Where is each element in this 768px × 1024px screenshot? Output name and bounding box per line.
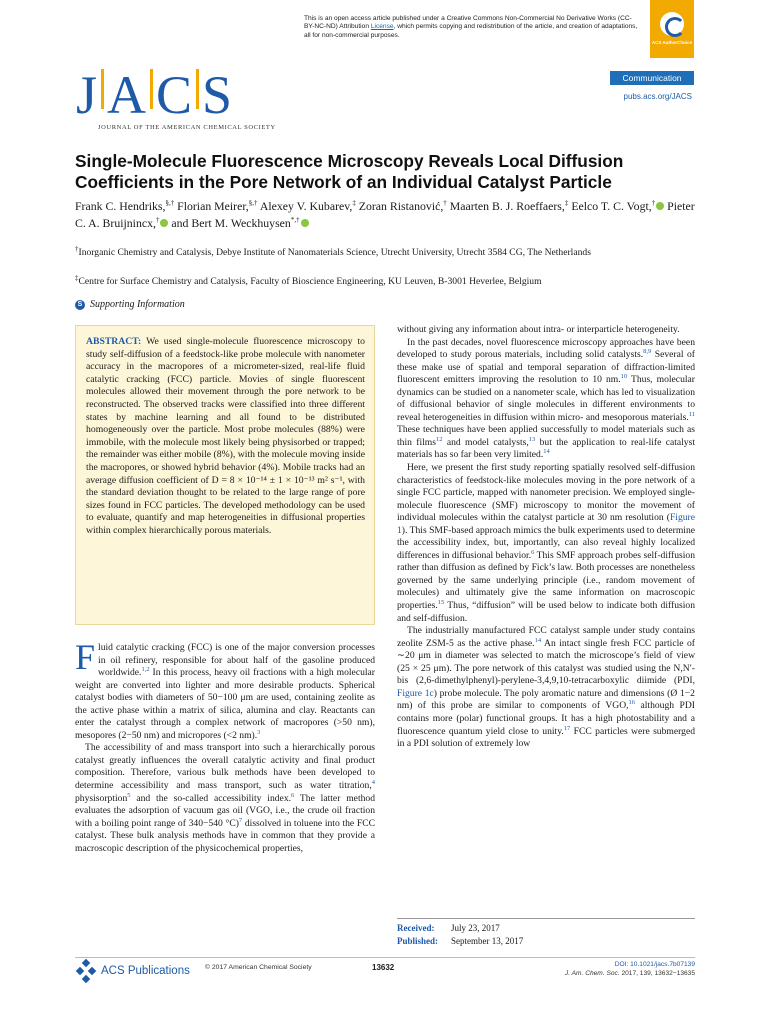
author-affiliation-mark: §,† [165, 199, 175, 208]
journal-full-name: JOURNAL OF THE AMERICAN CHEMICAL SOCIETY [98, 124, 276, 131]
abstract-text: We used single-molecule fluorescence microscopy to study self-diffusion of a feedstock-like probe molecule with nanometer accuracy in the macropores of a micrometer-sized, real-life fluid catalytic cracking (FCC) particle. Movies of single fluorescent molecules allowed their movement through the pore network to be reconstructed. The observed tracks were classified into three different states by machine learning and all found to be distributed homogeneously over the particle. Most probe molecules (88%) were immobile, with the molecule most likely being physisorbed or trapped; the remainder was either mobile (8%), with the molecule moving inside the macropores, or showed hybrid behavior (4%). Mobile tracks had an average diffusion coefficient of D = 8 × 10⁻¹⁴ ± 1 × 10⁻¹³ m² s⁻¹, with the standard deviation thought to be related to the large range of pore sizes found in FCC particles. The developed methodology can be used to evaluate, quantify and map heterogeneities in diffusional properties within complex hierarchically porous materials. [86, 336, 365, 536]
reference-link[interactable]: 17 [563, 724, 571, 732]
body-right-column [397, 324, 695, 751]
author-affiliation-mark: ‡ [352, 199, 356, 208]
author-name[interactable]: Pieter C. A. Bruijnincx, [75, 199, 695, 230]
dates-divider [397, 918, 695, 919]
author-affiliation-mark: † [651, 199, 656, 208]
affiliation-2: ‡Centre for Surface Chemistry and Catalysis, Faculty of Bioscience Engineering, KU Leuven, B-3001 Heverlee, Belgium [75, 273, 542, 287]
reference-link[interactable]: 16 [628, 699, 636, 707]
abstract-label: ABSTRACT: [86, 336, 142, 347]
doi-citation: DOI: 10.1021/jacs.7b07139 J. Am. Chem. Soc. 2017, 139, 13632−13635 [564, 961, 695, 977]
footer-divider [75, 957, 695, 958]
author-name[interactable]: Maarten B. J. Roeffaers, [449, 199, 565, 213]
logo-letter-j: J [76, 65, 99, 125]
logo-letter-a: A [107, 65, 148, 125]
author-name[interactable]: Florian Meirer, [177, 199, 249, 213]
reference-link[interactable]: 6 [531, 548, 535, 556]
reference-link[interactable]: 5 [127, 791, 131, 799]
author-name[interactable]: Frank C. Hendriks, [75, 199, 166, 213]
acs-hexagon-icon [75, 960, 97, 982]
body-left-column [75, 637, 375, 855]
page-number: 13632 [372, 963, 395, 972]
orcid-icon[interactable] [301, 219, 309, 227]
badge-text: ACS AuthorChoice [651, 40, 693, 45]
reference-link[interactable]: 15 [437, 598, 445, 606]
copyright: © 2017 American Chemical Society [205, 964, 312, 971]
open-access-icon [660, 12, 684, 36]
reference-link[interactable]: 7 [238, 816, 243, 824]
paragraph: Here, we present the first study reporting spatially resolved self-diffusion characteristics of feedstock-like molecules moving in the pore network of a single FCC particle, mapped with nanometer precision. We employed single-molecule fluorescence (SMF) microscopy to monitor the movement of individual molecules within the catalyst particle at 30 nm resolution (Figure 1). This SMF-based approach mimics the bulk experiments used to determine the accessibility index, but, importantly, can also reveal highly localized differences in diffusional behavior.$^6$ This SMF approach probes self-diffusion rather than diffusion as defined by Fick’s law. Both processes are nonetheless governed by the same underlying principle (i.e., random movement of molecules) and ultimately give the same information on macroscopic properties.$^{15}$ Thus, “diffusion” will be used below to indicate both diffusion and self-diffusion. [397, 462, 695, 624]
paragraph: without giving any information about intra- or interparticle heterogeneity. [397, 324, 680, 335]
orcid-icon[interactable] [656, 202, 664, 210]
journal-url-link[interactable]: pubs.acs.org/JACS [623, 92, 692, 101]
author-affiliation-mark: † [443, 199, 447, 208]
paragraph: In the past decades, novel fluorescence microscopy approaches have been developed to study porous materials, including solid catalysts.$^{8,9}$ Several of these make use of spatial and temporal separation of diffraction-limited fluorescent emitters improving the resolution to 10 nm.$^{10}$ Thus, molecular dynamics can be studied on a nanometer scale, which has led to visualization of diffusional behavior of single molecules in different environments to reveal heterogeneities in diffusion within micro- and mesoporous materials.$^{11}$ These techniques have been applied successfully to model materials such as thin films$^{12}$ and model catalysts,$^{13}$ but the application to real-life catalyst materials has so far been very limited.$^{14}$ [397, 336, 695, 461]
author-name[interactable]: Alexey V. Kubarev, [259, 199, 353, 213]
paragraph: The industrially manufactured FCC catalyst sample under study contains zeolite ZSM-5 as the active phase.$^{14}$ An intact single fresh FCC particle of ∼20 μm in diameter was selected to match the microscope’s field of view (25 × 25 μm). The pore network of this catalyst was studied using the N,N′-bis (2,6-dimethylphenyl)-perylene-3,4,9,10-tetracarboxylic diimide (PDI, Figure 1c) probe molecule. The poly aromatic nature and dimensions (Ø 1−2 nm) of this probe are similar to components of VGO,$^{16}$ although PDI contains more (polar) functional groups. It has a high photostability and a fluorescence quantum yield close to unity.$^{17}$ FCC particles were submerged in a PDI solution of extremely low [397, 625, 695, 750]
author-list [75, 198, 700, 232]
reference-link[interactable]: 3 [257, 728, 261, 736]
reference-link[interactable]: 12 [435, 435, 443, 443]
acs-authorchoice-badge[interactable] [650, 0, 694, 58]
reference-link[interactable]: 14 [534, 636, 542, 644]
reference-link[interactable]: 8,9 [643, 347, 652, 355]
author-affiliation-mark: ‡ [564, 199, 569, 208]
reference-link[interactable]: 14 [543, 448, 550, 456]
supporting-info-icon: S [75, 300, 85, 310]
author-name[interactable]: Zoran Ristanović, [358, 199, 444, 213]
paragraph: Fluid catalytic cracking (FCC) is one of the major conversion processes in oil refinery, responsible for about half of the gasoline produced worldwide.$^{1,2}$ In this process, heavy oil fractions with a high molecular weight are converted into lighter and more desirable products. Spherical catalyst bodies with diameters of 50−100 μm are used, containing zeolite as the active phase within a matrix of silica, alumina and clay. Reactants can enter the catalyst through a complex network of macropores (>50 nm), mesopores (2−50 nm) and micropores (<2 nm).$^3$ [75, 637, 375, 741]
open-access-notice: This is an open access article published under a Creative Commons Non-Commercial No Derivative Works (CC-BY-NC-ND) Attribution License, which permits copying and redistribution of the article, and creation of adaptations, all for non-commercial purposes. [304, 15, 638, 39]
figure-link[interactable]: Figure 1 [397, 512, 695, 536]
article-dates: Received: July 23, 2017 Published: September 13, 2017 [397, 923, 524, 946]
reference-link[interactable]: 4 [371, 778, 375, 786]
license-link[interactable]: License [370, 23, 394, 31]
reference-link[interactable]: 13 [528, 435, 536, 443]
journal-logo [76, 65, 276, 131]
author-affiliation-mark: §,† [248, 199, 258, 208]
drop-cap: F [75, 637, 96, 677]
reference-link[interactable]: 10 [620, 373, 628, 380]
article-title: Single-Molecule Fluorescence Microscopy Reveals Local Diffusion Coefficients in the Pore Network of an Individual Catalyst Particle [75, 151, 624, 192]
acs-publications-logo[interactable]: ACS Publications [75, 960, 190, 982]
published-date: September 13, 2017 [451, 936, 524, 946]
article-type-tab: Communication [610, 71, 694, 85]
author-affiliation-mark: *,† [290, 216, 300, 225]
reference-link[interactable]: 6 [291, 791, 295, 799]
logo-letter-s: S [202, 65, 234, 125]
reference-link[interactable]: 11 [688, 410, 695, 418]
doi-link[interactable]: DOI: 10.1021/jacs.7b07139 [614, 961, 695, 968]
logo-letter-c: C [156, 65, 194, 125]
author-name[interactable]: Eelco T. C. Vogt, [571, 199, 652, 213]
received-date: July 23, 2017 [451, 923, 500, 933]
abstract-box [75, 325, 375, 625]
reference-link[interactable]: 1,2 [141, 665, 150, 673]
figure-link[interactable]: Figure 1c [397, 687, 434, 699]
affiliation-1: †Inorganic Chemistry and Catalysis, Debye Institute of Nanomaterials Science, Utrecht University, Utrecht 3584 CG, The Netherlands [75, 244, 591, 258]
author-name[interactable]: and Bert M. Weckhuysen [171, 216, 291, 230]
author-affiliation-mark: † [155, 216, 160, 225]
supporting-information-link[interactable]: S Supporting Information [75, 299, 185, 310]
orcid-icon[interactable] [160, 219, 168, 227]
paragraph: The accessibility of and mass transport into such a hierarchically porous catalyst greatly influences the overall catalytic activity and final product composition. Therefore, various bulk methods have been developed to determine accessibility and mass transport, such as water titration,$^4$ physisorption$^5$ and the so-called accessibility index.$^6$ The latter method evaluates the adsorption of vacuum gas oil (VGO, i.e., the crude oil fraction with a boiling point range of 340−540 °C)$^7$ dissolved in toluene into the FCC catalyst. These bulk analysis methods have in common that they provide a macroscopic description of the physicochemical properties, [75, 742, 375, 854]
